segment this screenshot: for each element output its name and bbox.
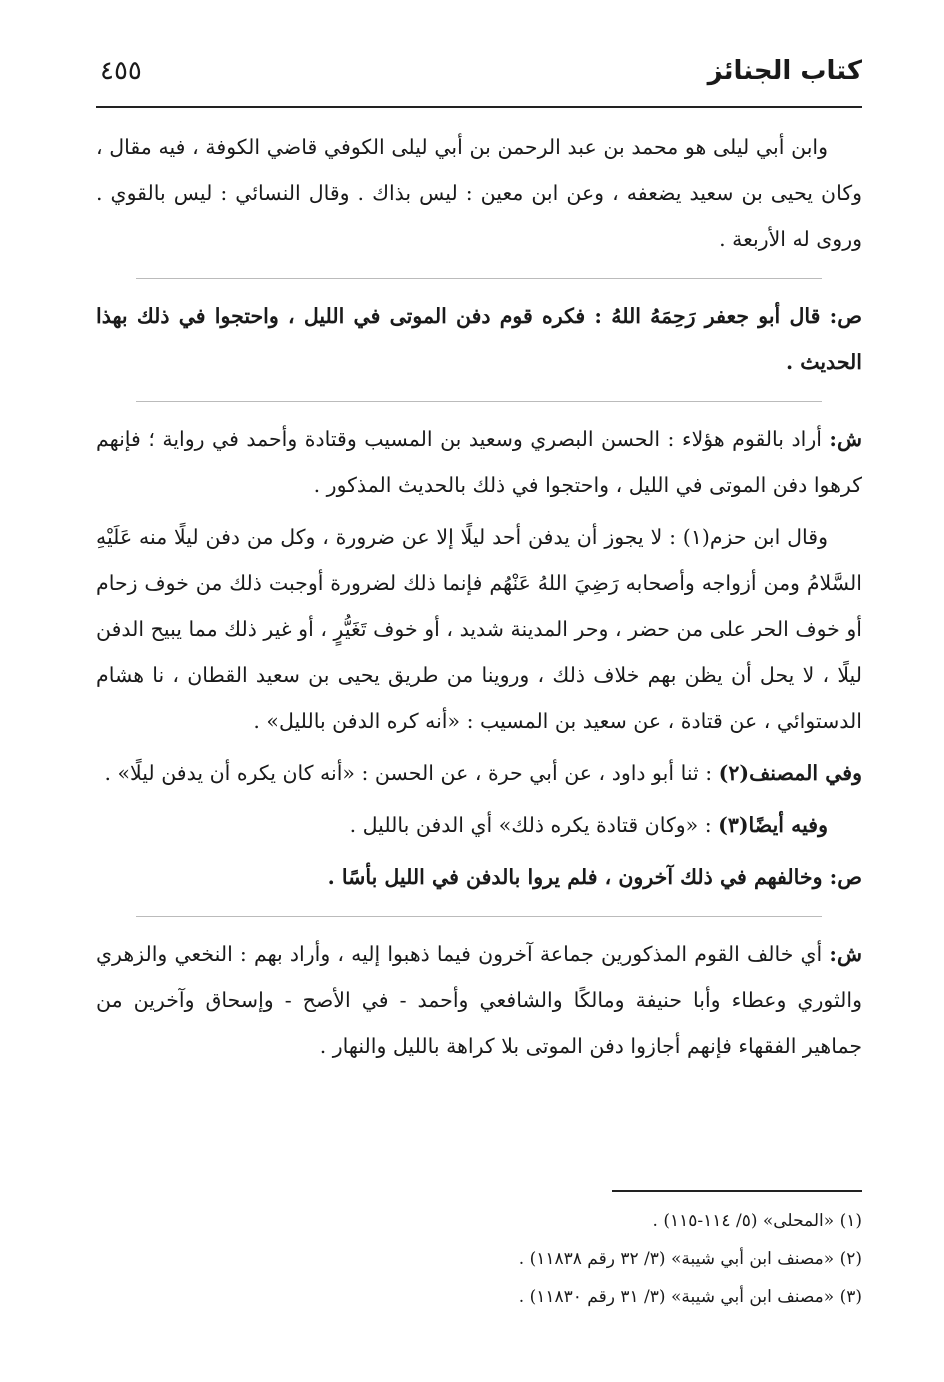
paragraph-text: : ثنا أبو داود ، عن أبي حرة ، عن الحسن : «أنه كان يكره أن يدفن ليلًا» . [104,761,713,785]
section-divider [136,268,822,279]
paragraph [96,802,862,848]
footnotes [96,1202,862,1316]
paragraph-label: ش: [829,427,862,451]
paragraph-text: وابن أبي ليلى هو محمد بن عبد الرحمن بن أبي ليلى الكوفي قاضي الكوفة ، فيه مقال ، وكان يحيى بن سعيد يضعفه ، وعن ابن معين : ليس بذاك . وقال النسائي : ليس بالقوي . وروى له الأربعة . [96,135,862,251]
paragraph [96,416,862,508]
paragraph [96,931,862,1069]
paragraph [96,854,862,900]
paragraph [96,750,862,796]
paragraph [96,514,862,744]
running-header-title: كتاب الجنائز [707,56,862,86]
paragraph-label: ص: [829,865,862,889]
section-divider [136,391,822,402]
header-rule [96,106,862,108]
paragraph-label: ص: [829,304,862,328]
paragraph-label: وفي المصنف(٢) [718,761,862,785]
section-divider [136,906,822,917]
paragraph [96,124,862,262]
footnote-rule [612,1190,862,1192]
page-number: ٤٥٥ [100,56,142,86]
paragraph-text: وقال ابن حزم(١) : لا يجوز أن يدفن أحد ليلًا إلا عن ضرورة ، وكل من دفن ليلًا منه عَلَيْهِ السَّلامُ ومن أزواجه وأصحابه رَضِيَ اللهُ عَنْهُم فإنما ذلك لضرورة أوجبت ذلك من خوف زحام أو خوف الحر على من حضر ، وحر المدينة شديد ، أو خوف تَغَيُّرٍ ، أو غير ذلك مما يبيح الدفن ليلًا ، لا يحل أن يظن بهم خلاف ذلك ، وروينا من طريق يحيى بن سعيد القطان ، نا هشام الدستوائي ، عن قتادة ، عن سعيد بن المسيب : «أنه كره الدفن بالليل» . [96,525,862,733]
paragraph-label: ش: [829,942,862,966]
footnote: (٢) «مصنف ابن أبي شيبة» (٣/ ٣٢ رقم ١١٨٣٨) . [518,1249,862,1269]
paragraph-text: : «وكان قتادة يكره ذلك» أي الدفن بالليل . [349,813,712,837]
footnote: (١) «المحلى» (٥/ ١١٤-١١٥) . [652,1211,862,1231]
paragraph-text: أراد بالقوم هؤلاء : الحسن البصري وسعيد بن المسيب وقتادة وأحمد في رواية ؛ فإنهم كرهوا دفن الموتى في الليل ، واحتجوا في ذلك بالحديث المذكور . [96,427,862,497]
paragraph-text: أي خالف القوم المذكورين جماعة آخرون فيما ذهبوا إليه ، وأراد بهم : النخعي والزهري والثوري وعطاء وأبا حنيفة ومالكًا والشافعي وأحمد - في الأصح - وإسحاق وآخرين من جماهير الفقهاء فإنهم أجازوا دفن الموتى بلا كراهة بالليل والنهار . [96,942,862,1058]
paragraph-label: وفيه أيضًا(٣) [718,813,828,837]
main-text [96,124,862,1075]
paragraph-text: قال أبو جعفر رَحِمَهُ اللهُ : فكره قوم دفن الموتى في الليل ، واحتجوا في ذلك بهذا الحديث . [96,304,862,374]
footnote: (٣) «مصنف ابن أبي شيبة» (٣/ ٣١ رقم ١١٨٣٠) . [518,1287,862,1307]
paragraph-text: وخالفهم في ذلك آخرون ، فلم يروا بالدفن في الليل بأسًا . [327,865,823,889]
paragraph [96,293,862,385]
